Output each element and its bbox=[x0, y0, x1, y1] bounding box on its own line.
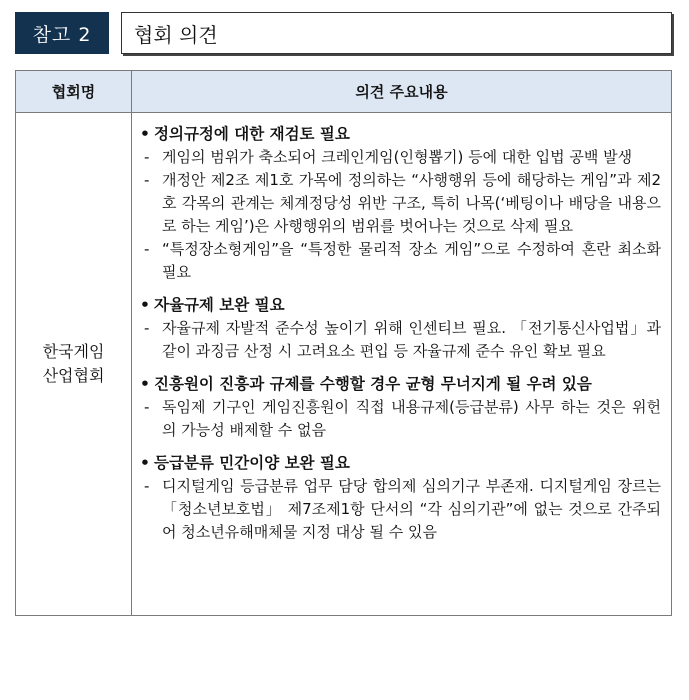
dash-icon: - bbox=[144, 477, 150, 495]
opinion-section bbox=[140, 452, 661, 544]
opinions-table bbox=[15, 70, 672, 616]
list-item-text: 자율규제 자발적 준수성 높이기 위해 인센티브 필요. 「전기통신사업법」과 같이 과징금 산정 시 고려요소 편입 등 자율규제 준수 유인 확보 필요 bbox=[162, 319, 661, 360]
column-header-association: 협회명 bbox=[16, 71, 132, 113]
section-heading bbox=[140, 452, 661, 475]
list-item bbox=[140, 146, 661, 169]
page-title: 협회 의견 bbox=[121, 12, 672, 54]
list-item-text: 게임의 범위가 축소되어 크레인게임(인형뽑기) 등에 대한 입법 공백 발생 bbox=[162, 148, 633, 166]
column-header-opinions: 의견 주요내용 bbox=[132, 71, 672, 113]
opinion-section bbox=[140, 373, 661, 442]
section-heading-text: 진흥원이 진흥과 규제를 수행할 경우 균형 무너지게 될 우려 있음 bbox=[154, 375, 592, 393]
dash-icon: - bbox=[144, 240, 150, 258]
dash-icon: - bbox=[144, 319, 150, 337]
list-item bbox=[140, 238, 661, 284]
list-item-text: 독임제 기구인 게임진흥원이 직접 내용규제(등급분류) 사무 하는 것은 위헌의 가능성 배제할 수 없음 bbox=[162, 398, 661, 439]
opinion-section bbox=[140, 294, 661, 363]
dash-icon: - bbox=[144, 398, 150, 416]
list-item-text: 개정안 제2조 제1호 가목에 정의하는 “사행행위 등에 해당하는 게임”과 제2호 각목의 관계는 체계정당성 위반 구조, 특히 나목(‘베팅이나 배당을 내용으로 하는 게임’)은 사행행위의 범위를 벗어나는 것으로 삭제 필요 bbox=[162, 171, 661, 235]
opinion-section bbox=[140, 123, 661, 284]
list-item bbox=[140, 317, 661, 363]
bullet-icon: • bbox=[140, 375, 150, 393]
opinion-content-cell bbox=[132, 113, 672, 616]
bullet-icon: • bbox=[140, 454, 150, 472]
association-name-cell bbox=[16, 113, 132, 616]
section-heading bbox=[140, 294, 661, 317]
section-heading-text: 정의규정에 대한 재검토 필요 bbox=[154, 125, 350, 143]
bullet-icon: • bbox=[140, 125, 150, 143]
section-heading bbox=[140, 123, 661, 146]
list-item-text: “특정장소형게임”을 “특정한 물리적 장소 게임”으로 수정하여 혼란 최소화 필요 bbox=[162, 240, 661, 281]
bullet-icon: • bbox=[140, 296, 150, 314]
association-name-line: 산업협회 bbox=[42, 366, 105, 385]
table-row bbox=[16, 113, 672, 616]
dash-icon: - bbox=[144, 148, 150, 166]
list-item-text: 디지털게임 등급분류 업무 담당 합의제 심의기구 부존재. 디지털게임 장르는 「청소년보호법」 제7조제1항 단서의 “각 심의기관”에 없는 것으로 간주되어 청소년유해매체물 지정 대상 될 수 있음 bbox=[162, 477, 661, 541]
list-item bbox=[140, 396, 661, 442]
section-heading bbox=[140, 373, 661, 396]
table-header-row bbox=[16, 71, 672, 113]
reference-label: 참고 2 bbox=[15, 12, 109, 54]
list-item bbox=[140, 475, 661, 544]
section-heading-text: 자율규제 보완 필요 bbox=[154, 296, 285, 314]
dash-icon: - bbox=[144, 171, 150, 189]
section-heading-text: 등급분류 민간이양 보완 필요 bbox=[154, 454, 350, 472]
association-name-line: 한국게임 bbox=[42, 342, 105, 361]
list-item bbox=[140, 169, 661, 238]
